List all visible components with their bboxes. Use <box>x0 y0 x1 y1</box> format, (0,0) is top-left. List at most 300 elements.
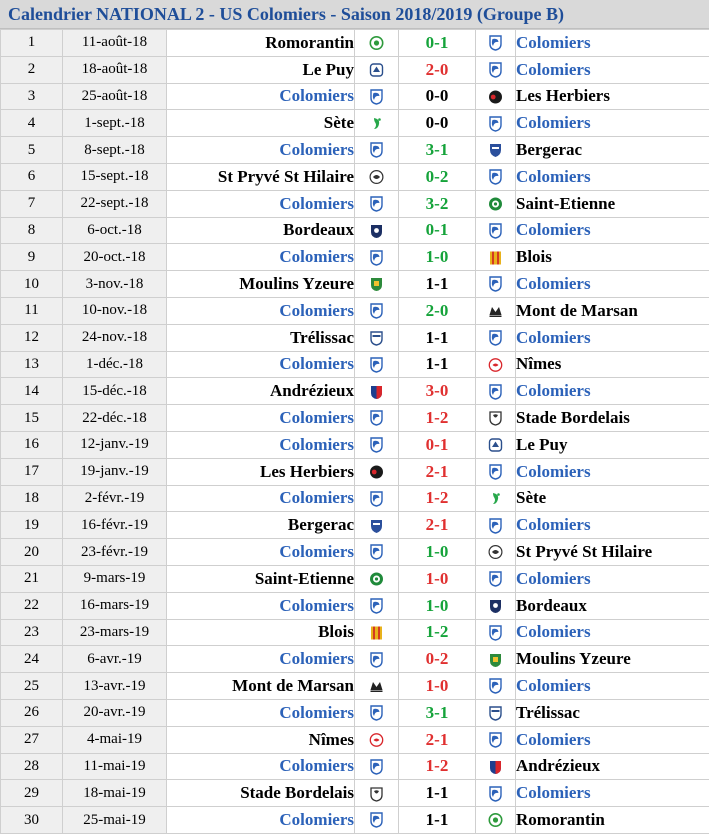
stade-bordelais-badge-icon <box>369 786 384 802</box>
away-team-logo <box>476 271 516 298</box>
table-row <box>1 351 709 378</box>
colomiers-badge-icon <box>369 759 384 775</box>
away-team-logo <box>476 726 516 753</box>
colomiers-badge-icon <box>488 732 503 748</box>
colomiers-badge-icon <box>369 491 384 507</box>
home-team: St Pryvé St Hilaire <box>167 163 355 190</box>
table-row <box>1 699 709 726</box>
fixtures-body <box>1 30 709 834</box>
match-date: 15-sept.-18 <box>63 163 167 190</box>
home-team: Colomiers <box>167 83 355 110</box>
table-row <box>1 619 709 646</box>
match-number: 19 <box>1 512 63 539</box>
match-score: 3-1 <box>399 699 476 726</box>
table-row <box>1 378 709 405</box>
home-team-logo <box>355 378 399 405</box>
match-number: 6 <box>1 163 63 190</box>
table-row <box>1 56 709 83</box>
colomiers-badge-icon <box>369 652 384 668</box>
match-number: 18 <box>1 485 63 512</box>
colomiers-badge-icon <box>488 116 503 132</box>
match-score: 1-1 <box>399 780 476 807</box>
st-pryve-badge-icon <box>488 544 503 560</box>
match-date: 23-mars-19 <box>63 619 167 646</box>
match-number: 12 <box>1 324 63 351</box>
home-team-logo <box>355 137 399 164</box>
away-team-logo <box>476 539 516 566</box>
home-team-logo <box>355 405 399 432</box>
match-score: 0-0 <box>399 83 476 110</box>
bordeaux-badge-icon <box>369 223 384 239</box>
away-team: Colomiers <box>516 619 709 646</box>
match-score: 1-2 <box>399 753 476 780</box>
match-score: 0-1 <box>399 217 476 244</box>
home-team-logo <box>355 163 399 190</box>
match-number: 26 <box>1 699 63 726</box>
home-team-logo <box>355 673 399 700</box>
colomiers-badge-icon <box>369 142 384 158</box>
trelissac-badge-icon <box>488 705 503 721</box>
table-row <box>1 565 709 592</box>
colomiers-badge-icon <box>369 410 384 426</box>
away-team-logo <box>476 190 516 217</box>
match-number: 28 <box>1 753 63 780</box>
table-row <box>1 271 709 298</box>
away-team-logo <box>476 324 516 351</box>
home-team: Trélissac <box>167 324 355 351</box>
table-row <box>1 190 709 217</box>
match-date: 16-mars-19 <box>63 592 167 619</box>
trelissac-badge-icon <box>369 330 384 346</box>
match-score: 1-1 <box>399 351 476 378</box>
away-team-logo <box>476 565 516 592</box>
away-team-logo <box>476 378 516 405</box>
colomiers-badge-icon <box>488 169 503 185</box>
table-row <box>1 512 709 539</box>
away-team: Nîmes <box>516 351 709 378</box>
away-team: Colomiers <box>516 110 709 137</box>
away-team-logo <box>476 699 516 726</box>
match-score: 2-1 <box>399 726 476 753</box>
match-date: 2-févr.-19 <box>63 485 167 512</box>
page-title: Calendrier NATIONAL 2 - US Colomiers - Saison 2018/2019 (Groupe B) <box>0 0 709 29</box>
match-number: 15 <box>1 405 63 432</box>
away-team: Colomiers <box>516 673 709 700</box>
home-team: Bergerac <box>167 512 355 539</box>
home-team: Colomiers <box>167 753 355 780</box>
away-team: Colomiers <box>516 726 709 753</box>
blois-badge-icon <box>488 250 503 266</box>
away-team-logo <box>476 83 516 110</box>
bergerac-badge-icon <box>369 518 384 534</box>
home-team-logo <box>355 30 399 57</box>
away-team: Colomiers <box>516 565 709 592</box>
match-date: 9-mars-19 <box>63 565 167 592</box>
away-team-logo <box>476 807 516 834</box>
table-row <box>1 539 709 566</box>
home-team-logo <box>355 539 399 566</box>
home-team-logo <box>355 190 399 217</box>
match-number: 11 <box>1 297 63 324</box>
away-team-logo <box>476 405 516 432</box>
nimes-badge-icon <box>369 732 384 748</box>
match-date: 18-mai-19 <box>63 780 167 807</box>
home-team: Mont de Marsan <box>167 673 355 700</box>
home-team: Colomiers <box>167 244 355 271</box>
match-score: 3-2 <box>399 190 476 217</box>
match-score: 0-0 <box>399 110 476 137</box>
match-date: 15-déc.-18 <box>63 378 167 405</box>
colomiers-badge-icon <box>488 786 503 802</box>
table-row <box>1 30 709 57</box>
away-team-logo <box>476 512 516 539</box>
match-score: 0-1 <box>399 431 476 458</box>
colomiers-badge-icon <box>488 330 503 346</box>
colomiers-badge-icon <box>488 464 503 480</box>
home-team-logo <box>355 619 399 646</box>
match-score: 1-0 <box>399 565 476 592</box>
match-date: 11-août-18 <box>63 30 167 57</box>
away-team: Colomiers <box>516 458 709 485</box>
away-team-logo <box>476 780 516 807</box>
away-team: Andrézieux <box>516 753 709 780</box>
away-team: Bordeaux <box>516 592 709 619</box>
table-row <box>1 458 709 485</box>
away-team: Romorantin <box>516 807 709 834</box>
table-row <box>1 217 709 244</box>
match-date: 1-sept.-18 <box>63 110 167 137</box>
away-team-logo <box>476 297 516 324</box>
home-team-logo <box>355 592 399 619</box>
home-team-logo <box>355 646 399 673</box>
home-team-logo <box>355 351 399 378</box>
home-team: Colomiers <box>167 592 355 619</box>
home-team-logo <box>355 324 399 351</box>
colomiers-badge-icon <box>488 35 503 51</box>
match-score: 2-1 <box>399 458 476 485</box>
away-team: Colomiers <box>516 30 709 57</box>
home-team-logo <box>355 512 399 539</box>
home-team-logo <box>355 726 399 753</box>
match-number: 14 <box>1 378 63 405</box>
table-row <box>1 431 709 458</box>
home-team: Colomiers <box>167 807 355 834</box>
home-team: Colomiers <box>167 190 355 217</box>
match-score: 1-2 <box>399 619 476 646</box>
away-team: Sète <box>516 485 709 512</box>
match-number: 1 <box>1 30 63 57</box>
home-team-logo <box>355 753 399 780</box>
away-team: Blois <box>516 244 709 271</box>
andrezieux-badge-icon <box>369 384 384 400</box>
moulins-yzeure-badge-icon <box>369 276 384 292</box>
mont-de-marsan-badge-icon <box>488 303 503 319</box>
away-team: Colomiers <box>516 271 709 298</box>
away-team: Colomiers <box>516 378 709 405</box>
match-number: 7 <box>1 190 63 217</box>
home-team: Le Puy <box>167 56 355 83</box>
away-team-logo <box>476 753 516 780</box>
le-puy-badge-icon <box>369 62 384 78</box>
match-score: 3-0 <box>399 378 476 405</box>
home-team: Andrézieux <box>167 378 355 405</box>
match-number: 29 <box>1 780 63 807</box>
match-date: 10-nov.-18 <box>63 297 167 324</box>
match-date: 8-sept.-18 <box>63 137 167 164</box>
home-team: Colomiers <box>167 539 355 566</box>
fixtures-table <box>0 29 709 834</box>
colomiers-badge-icon <box>369 437 384 453</box>
away-team-logo <box>476 646 516 673</box>
match-score: 1-0 <box>399 592 476 619</box>
table-row <box>1 110 709 137</box>
away-team-logo <box>476 217 516 244</box>
away-team-logo <box>476 592 516 619</box>
stade-bordelais-badge-icon <box>488 410 503 426</box>
les-herbiers-badge-icon <box>369 464 384 480</box>
home-team: Colomiers <box>167 485 355 512</box>
match-score: 0-2 <box>399 163 476 190</box>
match-number: 10 <box>1 271 63 298</box>
saint-etienne-badge-icon <box>488 196 503 212</box>
colomiers-badge-icon <box>369 196 384 212</box>
table-row <box>1 137 709 164</box>
home-team: Colomiers <box>167 431 355 458</box>
away-team-logo <box>476 110 516 137</box>
saint-etienne-badge-icon <box>369 571 384 587</box>
home-team-logo <box>355 217 399 244</box>
away-team: Mont de Marsan <box>516 297 709 324</box>
away-team: Stade Bordelais <box>516 405 709 432</box>
colomiers-badge-icon <box>369 89 384 105</box>
table-row <box>1 673 709 700</box>
match-number: 23 <box>1 619 63 646</box>
match-date: 25-août-18 <box>63 83 167 110</box>
match-number: 22 <box>1 592 63 619</box>
blois-badge-icon <box>369 625 384 641</box>
colomiers-badge-icon <box>488 518 503 534</box>
away-team-logo <box>476 56 516 83</box>
match-score: 1-2 <box>399 405 476 432</box>
table-row <box>1 485 709 512</box>
bergerac-badge-icon <box>488 142 503 158</box>
nimes-badge-icon <box>488 357 503 373</box>
match-score: 1-0 <box>399 539 476 566</box>
match-number: 5 <box>1 137 63 164</box>
away-team: Colomiers <box>516 56 709 83</box>
match-score: 1-1 <box>399 324 476 351</box>
colomiers-badge-icon <box>488 384 503 400</box>
colomiers-badge-icon <box>488 276 503 292</box>
match-score: 1-1 <box>399 271 476 298</box>
match-date: 12-janv.-19 <box>63 431 167 458</box>
away-team: Colomiers <box>516 512 709 539</box>
away-team: Les Herbiers <box>516 83 709 110</box>
match-date: 1-déc.-18 <box>63 351 167 378</box>
home-team: Colomiers <box>167 405 355 432</box>
colomiers-badge-icon <box>369 812 384 828</box>
match-date: 4-mai-19 <box>63 726 167 753</box>
table-row <box>1 592 709 619</box>
home-team-logo <box>355 485 399 512</box>
home-team-logo <box>355 780 399 807</box>
away-team: Moulins Yzeure <box>516 646 709 673</box>
match-date: 18-août-18 <box>63 56 167 83</box>
table-row <box>1 780 709 807</box>
match-score: 2-1 <box>399 512 476 539</box>
match-score: 1-0 <box>399 244 476 271</box>
colomiers-badge-icon <box>369 303 384 319</box>
home-team: Colomiers <box>167 137 355 164</box>
away-team: Colomiers <box>516 324 709 351</box>
home-team: Sète <box>167 110 355 137</box>
home-team-logo <box>355 699 399 726</box>
home-team: Colomiers <box>167 646 355 673</box>
home-team: Colomiers <box>167 699 355 726</box>
away-team-logo <box>476 431 516 458</box>
home-team-logo <box>355 431 399 458</box>
match-score: 1-0 <box>399 673 476 700</box>
match-date: 25-mai-19 <box>63 807 167 834</box>
sete-badge-icon <box>369 116 384 132</box>
home-team: Moulins Yzeure <box>167 271 355 298</box>
match-date: 6-avr.-19 <box>63 646 167 673</box>
colomiers-badge-icon <box>369 250 384 266</box>
colomiers-badge-icon <box>488 62 503 78</box>
table-row <box>1 324 709 351</box>
match-date: 13-avr.-19 <box>63 673 167 700</box>
away-team: Colomiers <box>516 217 709 244</box>
colomiers-badge-icon <box>369 598 384 614</box>
romorantin-badge-icon <box>369 35 384 51</box>
match-number: 24 <box>1 646 63 673</box>
home-team-logo <box>355 807 399 834</box>
match-score: 0-1 <box>399 30 476 57</box>
away-team-logo <box>476 244 516 271</box>
match-number: 8 <box>1 217 63 244</box>
away-team: Colomiers <box>516 780 709 807</box>
away-team-logo <box>476 485 516 512</box>
home-team: Bordeaux <box>167 217 355 244</box>
away-team-logo <box>476 351 516 378</box>
home-team-logo <box>355 56 399 83</box>
away-team: St Pryvé St Hilaire <box>516 539 709 566</box>
table-row <box>1 405 709 432</box>
colomiers-badge-icon <box>369 705 384 721</box>
match-date: 22-déc.-18 <box>63 405 167 432</box>
match-date: 24-nov.-18 <box>63 324 167 351</box>
away-team-logo <box>476 163 516 190</box>
away-team: Trélissac <box>516 699 709 726</box>
table-row <box>1 646 709 673</box>
colomiers-badge-icon <box>369 544 384 560</box>
away-team-logo <box>476 458 516 485</box>
match-number: 17 <box>1 458 63 485</box>
match-date: 11-mai-19 <box>63 753 167 780</box>
match-score: 1-2 <box>399 485 476 512</box>
match-score: 2-0 <box>399 297 476 324</box>
away-team: Saint-Etienne <box>516 190 709 217</box>
home-team: Stade Bordelais <box>167 780 355 807</box>
match-date: 20-avr.-19 <box>63 699 167 726</box>
match-number: 30 <box>1 807 63 834</box>
colomiers-badge-icon <box>369 357 384 373</box>
match-number: 21 <box>1 565 63 592</box>
match-score: 3-1 <box>399 137 476 164</box>
match-date: 22-sept.-18 <box>63 190 167 217</box>
home-team-logo <box>355 565 399 592</box>
romorantin-badge-icon <box>488 812 503 828</box>
le-puy-badge-icon <box>488 437 503 453</box>
colomiers-badge-icon <box>488 625 503 641</box>
match-number: 20 <box>1 539 63 566</box>
match-date: 20-oct.-18 <box>63 244 167 271</box>
home-team: Les Herbiers <box>167 458 355 485</box>
home-team: Saint-Etienne <box>167 565 355 592</box>
colomiers-badge-icon <box>488 571 503 587</box>
match-number: 13 <box>1 351 63 378</box>
home-team: Nîmes <box>167 726 355 753</box>
home-team: Colomiers <box>167 351 355 378</box>
home-team-logo <box>355 271 399 298</box>
match-date: 19-janv.-19 <box>63 458 167 485</box>
table-row <box>1 83 709 110</box>
away-team-logo <box>476 30 516 57</box>
andrezieux-badge-icon <box>488 759 503 775</box>
match-number: 27 <box>1 726 63 753</box>
match-date: 3-nov.-18 <box>63 271 167 298</box>
away-team: Bergerac <box>516 137 709 164</box>
table-row <box>1 753 709 780</box>
match-date: 23-févr.-19 <box>63 539 167 566</box>
away-team: Le Puy <box>516 431 709 458</box>
match-date: 16-févr.-19 <box>63 512 167 539</box>
away-team-logo <box>476 137 516 164</box>
home-team-logo <box>355 110 399 137</box>
home-team-logo <box>355 83 399 110</box>
match-score: 2-0 <box>399 56 476 83</box>
match-number: 4 <box>1 110 63 137</box>
match-number: 16 <box>1 431 63 458</box>
match-number: 2 <box>1 56 63 83</box>
match-number: 25 <box>1 673 63 700</box>
table-row <box>1 807 709 834</box>
table-row <box>1 163 709 190</box>
away-team-logo <box>476 619 516 646</box>
away-team: Colomiers <box>516 163 709 190</box>
away-team-logo <box>476 673 516 700</box>
sete-badge-icon <box>488 491 503 507</box>
colomiers-badge-icon <box>488 678 503 694</box>
match-date: 6-oct.-18 <box>63 217 167 244</box>
moulins-yzeure-badge-icon <box>488 652 503 668</box>
match-number: 9 <box>1 244 63 271</box>
home-team: Romorantin <box>167 30 355 57</box>
mont-de-marsan-badge-icon <box>369 678 384 694</box>
bordeaux-badge-icon <box>488 598 503 614</box>
home-team-logo <box>355 458 399 485</box>
match-score: 1-1 <box>399 807 476 834</box>
les-herbiers-badge-icon <box>488 89 503 105</box>
home-team: Colomiers <box>167 297 355 324</box>
home-team-logo <box>355 244 399 271</box>
colomiers-badge-icon <box>488 223 503 239</box>
home-team: Blois <box>167 619 355 646</box>
table-row <box>1 726 709 753</box>
table-row <box>1 244 709 271</box>
st-pryve-badge-icon <box>369 169 384 185</box>
home-team-logo <box>355 297 399 324</box>
